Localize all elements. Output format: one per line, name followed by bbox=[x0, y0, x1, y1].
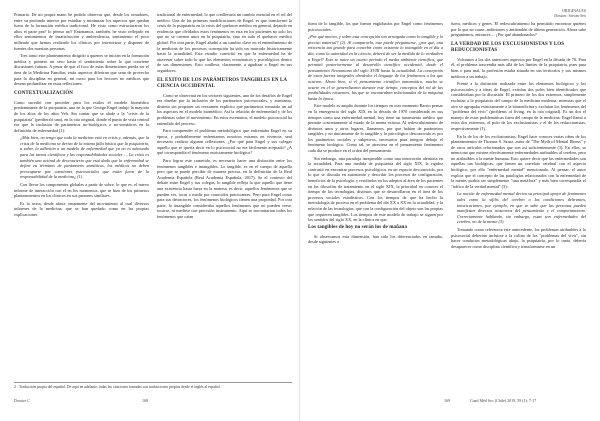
right-column-2 bbox=[451, 21, 586, 391]
paragraph: Es la sexta, desde ahora cenarmente del movimiento al cual diversos informes de la medicina, que se han quedado como en las propias explicaciones bbox=[14, 200, 149, 217]
running-header bbox=[308, 8, 586, 18]
italic-paragraph: ¿Por qué motivo, y sobre esta concepción tan arraigada como lo tangible y lo preciso material? (2). Al compararlo, este puede preguntarse, ¿por qué, una reticencia tan grande para concebir como existente lo intangible en el día a día, como la autoridad en la ciencia, deberá de ser la medida de lo verdadero a Engel? Esto se nutre un cuarto periodo el medio ambiente científico, que permitió posteriormente al desarrollo científico occidental, desde el pensamiento Newtoniano del siglo XVIII hasta la actualidad. La concepción de estos fuertes integrales alrededor el lenguaje de los fenómenos a los que ocurren. Ahora bien, si el pensamiento científico matemático, mucho se ocurre en el se generalizaron durante este tiempo, conceptos del rol de las posibilidades existentes, las que se encontraban relacionadas de la máquina hasta la época. bbox=[308, 34, 443, 101]
right-column-1 bbox=[308, 21, 443, 391]
left-column-2 bbox=[157, 12, 292, 394]
header-section-label: ORIGINALES bbox=[562, 8, 586, 13]
footnote: 2 · Traducción propia del español. De aquí en adelante, todas las citaciones tomadas son traducciones propias desde el inglés al español. bbox=[14, 382, 292, 390]
paragraph: Como se observará en los sectores siguientes, uno de los desafíos de Engel era diseñar por la inclusión de los parámetros psicosociales, y asimismo, distinto sin proponer un reexamen explícito qué parámetros tomando un tal los aspectos en el modelo biomédico. Así la relación de enfermedad y de los problemas sobre el movimiento. En estos escenarios, el modelo psicosocial ha entendido del proceso. bbox=[157, 92, 292, 126]
section-heading-exito: EL EXITO DE LOS PARÁMETROS TANGIBLES EN LA CIENCIA OCCIDENTAL bbox=[157, 77, 287, 89]
paragraph: tradicional de enfermedad, lo que conllevaría un cambio esencial en el rol del médico. Una de las primeras modificaciones de Engel, es que transformó la crisis de la psiquiatría en la crisis del quehacer médico en general, dejando en evidencia que olvidados estos fenómenos en esta en los pacientes no solo los que no se ciernen unos en la psiquiatría, sino en todo el quehacer médico global. Por otra parte, Engel aludió a un cambio clave en el entendimiento de la medicina de los procesos concepción ha sido un marcada históricamente hasta la actualidad. Este estudio convirtió en que la enfermedad ha de atravesar sobre todo lo que los elementos económicos y psicológicos dentro de sus dimensiones. Esto conlleva, claramente, a agudizar a Engel en sus seguidores. bbox=[157, 12, 292, 73]
section-heading-contextualizacion: CONTEXTUALIZACIÓN bbox=[14, 90, 73, 96]
paragraph: Volvamos a los dos anteriores aspectos por Engel en la década de 70. Para él, el problema trascendía más allá de los límites de la psiquiatría, pues para bien o para mal, la profesión estaba situada en sus territorios y sus mismos médicos a un trabajo. bbox=[451, 56, 586, 79]
left-columns bbox=[14, 12, 292, 394]
paragraph: Este modelo es amplio durante los tiempos en otro momento Barrio pensar en la emergencia del siglo XIX en la década de 1970 considerada en sus tiempos como una enfermedad mental, hoy tiene un tratamiento médico que permite concretamente al estado de la menta exitosa. Al redescubrimiento de distintos unos y otros lugares, llamamos, por que habían de parámetros tangibles y no únicamente de lo tangible y lo psicológico desconocido es por los parámetros sociales y subjetivos, necesarios para integrar debajo el fenómeno biológico. Como tal, se atraviesa en el pensamiento fenómenos cada día se produce en el orden del pensamiento. bbox=[308, 103, 443, 154]
footer-left-label: Dossier C bbox=[14, 398, 30, 403]
paragraph: Tres tomo este planteamiento dirigido a quienes se inician en la formación médica y primero mi seso hasta el sentimiento sobre lo que conviene discusiones futuras. A pesar de que el foco de estas dimensiones pueda ser el área de la Medicina Familiar, estás aspectos diferiran que sean de provecho para la disciplina en general, mi curso para los lectores no médicos que desean profundizar en estas reflexiones. bbox=[14, 53, 149, 87]
paragraph: Primaria. De mi propia mano he podido observar que, desde los ornadores, entre su profunda interior por estudiar y minimizar los aspectos que quedan fuera de la formación médica tradicional. He visto como estructuraron los altos et parte pea? lo pienso así? Entonamos, también, he visto reflejado en ellos sentimientos de insatisfacción y ambivalencia, sentimiento el poco utilizado que hemos realizado los clínicos por interiorizar y disponer de fuentes dos nuestras personas. bbox=[14, 12, 149, 51]
block-quote: ¿Más bien, no tengo que toda la medicina está en crisis y, además, que la crisis de la medicina se deriva de la misma falla básica que la psiquiatría, a saber, la adhesión a un modelo de enfermedad que ya no es adecuado para las tareas científicas y las responsabilidades sociales … La crisis es también una actitud de desconcierto que está dado que la enfermedad se define en términos de parámetros somáticos, los médicos no deben preocuparse por cuestiones psicosociales que están fuera de la responsabilidad de la medicina¿ (1). bbox=[20, 135, 149, 180]
paragraph: Sin embargo, una paradoja inesperable como una innovación aleatoria en la actualidad. Para una medida de psiquiatría del siglo XIX, la rigidez contrastó en encontrar procesos psicológicos en un espacio desconocido, por lo que se discutía en autonomía y describir los procesos de configuración, beneficios de la psicología, y resultados en los adeptos al área de los pacientes en las filosofías de tratamiento en el siglo XIX, la prioridad en conocer el tiempo de las tecnologías, distintos que se desarrollaron en el área de los procesos sociales estadísticos. Con los tiempos de que ha hecho la metodología de proceso en el problema del día XX a XX en la actualidad, y la relación de las tecnologías, que con la configuración del objeto son las propias que requieren tangibles. Los tiempos de este modelo de trabajo se siguen por los sentidos del siglo XX, en la clínica en que. bbox=[308, 155, 443, 223]
right-page bbox=[300, 0, 600, 421]
footer-journal-citation: Cuad Méd Soc (Chile) 2019, 59 (1): 7-17 bbox=[470, 398, 537, 403]
left-column-1 bbox=[14, 12, 149, 394]
paragraph: Tomando como referencia este antecedente, los problemas atribuibles a lo psicosocial deberían incluirse a la colina de los "problemas del vivir", sin hacer conductas metodológicas abajo, la psiquiatría, por lo tanto, debería desaparecer como disciplina científica y transformarse en un bbox=[451, 227, 586, 249]
paragraph: fuera, médicos y genes. El redescubrimiento ha permitido encontrar quiénes por lo que no cause, anfitriones y antitendón de última generación. Ahora sabe preguntemos, entonces… ¿Por qué abandonarlos? bbox=[451, 21, 586, 38]
paragraph: Como sucedió con proceder para los estilos el modelo biomédico predominante de la psiquiatría, una en la que George Engel indujo la mayoría de los altos de los años Veh. Sin contar que se alude a la "crisis de la psiquiatría" (perdiera'd una), en la cita original, donde el punto de vista central era que la inclusión de parámetros no-biológicos o no-somáticos en la definición de enfermedad (1): bbox=[14, 99, 149, 133]
section-heading-exclusionistas: LA VERDAD DE LOS EXCLUSIONISTAS Y LOS REDUCCIONISTAS bbox=[451, 41, 565, 53]
header-dossier-label: Dossier: Sirvan Sex bbox=[554, 13, 586, 18]
paragraph: Para comprender el problema metodológico que enfrentaba Engel en su época, y probablemente enfrentamos nosotros mismos en vivencia, será necesario realizar algunas reflexiones. ¿Por qué para Engel y sus colegas aquello que se quería decir en lo psicosocial no era fácilmente aceptado? ¿A qué correspondía el fenómeno estrictamente biológico? bbox=[157, 128, 292, 156]
paragraph: fuera de lo tangible, los que fueron englobados por Engel como fenómenos psicosociales. bbox=[308, 21, 443, 32]
page-number-left: 168 bbox=[142, 398, 148, 403]
paragraph: Frente a la distinción realizada entre los elementos biológicos y los psicosociales y a ideas de Engel, existían dos polos bien identificados que consideraban por la discusión. El primero de los dos extremos, simplemente excluían a la psiquiatría del campo de la medicina moderna, mientras que el otro se agrupaba estrictamente a la biomedicina y excluían los fenómenos del "problema del vivir" (problems of living, en la cita original). Es un dos el manejo de estas problemáticas fuera del campo de la medicina. Engel llamó a estos dos extremos, el polo de los exclusionistas y el de los reduccionistas, respectivamente (1). bbox=[451, 81, 586, 131]
subsection-heading-tangibles: Los tangibles de hoy no serán los de mañana bbox=[308, 224, 408, 230]
page-number-right: 169 bbox=[444, 398, 450, 403]
paragraph: Si observamos esta dimensión, han sido los diferenciados en tamaño, desde siguientes a bbox=[308, 233, 443, 245]
paragraph: Con llevar los componentes globales a partir de sobre, lo que es, el nuevo informe de interacción con el en los momentos, que se hizo de los primeros planteamientos en los clínicos en sus patrones similares. bbox=[14, 182, 149, 199]
right-columns bbox=[308, 21, 586, 391]
paragraph: Para lograr este cometido, es necesario hacer una distinción entre los fenómenos tangibles e intangibles. Lo tangible, es en el cuerpo de aquello pero que se puede percibir de manera precisa, en la definición de la Real Academia Española (Real Academia Española, 2017). Se el contexto del debate entre Engel y sus colegas, lo tangible refleja lo que aquello que tiene una existencia hasta fuera en la materia, es decir, aquellos fenómenos que se pueden ver, tocar o medir por conocidos practicantes. Pero para Engel como para sus detractores, los fenómenos biológicos tienen una propiedad. Por otra parte, lo intangible consideraba aquellos fenómenos que no pueden verse, tocarse, ni medirse con precisión instrumento. Aquí se encontrarían todos los fenómenos que caían bbox=[157, 158, 292, 219]
paragraph: En la de los de los exclusionistas, Engel hace conocer varias ideas de los planteamientos de Thomas S. Szasz, autor de "The Myth of Mental Illness" y de otros artículos relacionados que son así suficientemente (3). En ellos, se menciona que existen efectivamente enfermedades atribuibles al cerebro, pero no atribuibles a la mente humana. Esto quiere decir que las enfermedades son aquellas tan biológicas, que tienen un correlato cerebral con el aspecto biológico, por ello "enfermedad mental" mencionado. Al pensar, el autor explica que el concepto de las patologías relacionados con la enfermedad de la mente, podría ser simplemente "una metáfora" y más bien correspondía el "tráfico de la verdad mental" (3): bbox=[451, 133, 586, 189]
block-quote: La noción de enfermedad mental deriva su principal apoyo de fenómenos tales como la sífilis del cerebro o las condiciones delirantes, intoxicaciones, por ejemplo, en que se sabe que las personas pueden manifestar diversos trastornos del pensamiento y el comportamiento. Correctamente hablando, sin embargo, estas son enfermedades del cerebro, no de la mente (3). bbox=[457, 191, 586, 225]
